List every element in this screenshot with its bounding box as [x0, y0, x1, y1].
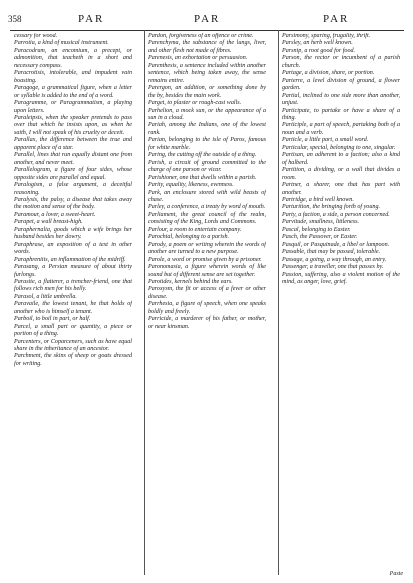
dictionary-entry: Partition, a dividing, or a wall that divides a room.: [282, 167, 400, 181]
dictionary-entry: Partial, inclined to one side more than another, unjust.: [282, 92, 400, 107]
dictionary-entry: Passion, suffering, also a violent motion of the mind, as anger, love, grief.: [282, 271, 400, 285]
dictionary-entry: Paraphernalia, goods which a wife brings her husband besides her dowry.: [14, 226, 132, 241]
dictionary-entry: Paralogism, a false argument, a deceitful reasoning.: [14, 182, 132, 196]
dictionary-entry: Paragoge, a grammatical figure, when a letter or syllable is added to the end of a word.: [14, 85, 132, 99]
dictionary-entry: Paracrotisis, intolerable, and impudent vain boasting.: [14, 70, 132, 84]
dictionary-entry: Parasol, a little umbrella.: [14, 293, 77, 300]
dictionary-entry: Parhelion, a mock sun, or the appearance of a sun in a cloud.: [148, 107, 266, 121]
dictionary-entry: Paroxysm, the fit or access of a fever or other disease.: [148, 286, 266, 300]
dictionary-entry: Park, an enclosure stored with wild beasts of chase.: [148, 189, 266, 203]
dictionary-entry: Pasch, the Passover, or Easter.: [282, 234, 358, 241]
dictionary-entry: Parenchyma, the substance of the lungs, liver, and other flesh not made of fibres.: [148, 40, 266, 54]
dictionary-entry: Paring, the cutting off the outside of a thing.: [148, 152, 257, 159]
dictionary-entry: Parergon, an addition, or something done by the by, besides the main work.: [148, 85, 266, 99]
dictionary-entry: Paronomasia, a figure wherein words of like sound but of different sense are set together.: [148, 264, 266, 278]
dictionary-entry: Parboil, to boil in part, or half.: [14, 316, 91, 323]
dictionary-entry: Parley, a conference, a treaty by word of mouth.: [148, 204, 266, 211]
dictionary-entry: Parochial, belonging to a parish.: [148, 234, 230, 241]
dictionary-entry: Paraphrase, an exposition of a text in other words.: [14, 241, 132, 256]
dictionary-entry: Parterre, a level division of ground, a flower garden.: [282, 77, 400, 92]
page-number: 358: [8, 14, 22, 24]
dictionary-entry: Pariah, among the Indians, one of the lowest rank.: [148, 122, 266, 136]
dictionary-entry: Parotides, kernels behind the ears.: [148, 278, 233, 285]
catchword: Paste: [389, 571, 403, 577]
dictionary-entry: Pascal, belonging to Easter.: [282, 226, 351, 233]
dictionary-entry: Parallelogram, a figure of four sides, whose opposite sides are parallel and equal.: [14, 167, 132, 181]
dictionary-entry: Parasang, a Persian measure of about thirty furlongs.: [14, 264, 132, 278]
dictionary-entry: cessary for wood.: [14, 33, 58, 39]
dictionary-entry: Particular, special, belonging to one, singular.: [282, 144, 396, 151]
dictionary-entry: Parrhesia, a figure of speech, when one speaks boldly and freely.: [148, 301, 266, 315]
dictionary-entry: Parvitude, smallness, littleness.: [282, 219, 360, 226]
header-rule: [10, 30, 404, 31]
dictionary-entry: Parsnip, a root good for food.: [282, 47, 356, 54]
dictionary-entry: Parasite, a flatterer, a trencher-friend, one that follows rich men for his belly.: [14, 278, 132, 293]
dictionary-entry: Parenthesis, a sentence included within another sentence, which being taken away, the sense remains entire.: [148, 62, 266, 84]
dictionary-entry: Parsimony, sparing, frugality, thrift.: [282, 33, 371, 39]
dictionary-entry: Participate, to partake or have a share of a thing.: [282, 107, 400, 121]
running-headword-left: PAR: [78, 13, 105, 25]
dictionary-entry: Parcel, a small part or quantity, a piece or portion of a thing.: [14, 323, 132, 338]
dictionary-entry: Partisan, an adherent to a faction; also a kind of halberd.: [282, 152, 400, 166]
dictionary-entry: Parian, belonging to the isle of Paros, famous for white marble.: [148, 137, 266, 151]
dictionary-entry: Parrotia, a kind of musical instrument.: [14, 40, 109, 47]
dictionary-entry: Parcenters, or Coparceners, such as have equal share in the inheritance of an ancestor.: [14, 338, 132, 353]
column-divider: [144, 30, 145, 575]
dictionary-entry: Parliament, the great council of the realm, consisting of the King, Lords and Commons.: [148, 211, 266, 226]
dictionary-entry: Parchment, the skins of sheep or goats dressed for writing.: [14, 353, 132, 367]
dictionary-entry: Parapet, a wall breast-high.: [14, 219, 83, 226]
column-right: [282, 33, 400, 573]
page-header: [8, 14, 404, 28]
dictionary-entry: Passage, a going, a way through, an entry.: [282, 256, 387, 263]
dictionary-entry: Paraleipsis, when the speaker pretends to pass over that which he insists upon, as when he saith, I will not speak of his cruelty or deceit.: [14, 114, 132, 136]
column-left: [14, 33, 132, 573]
dictionary-entry: Parturition, the bringing forth of young.: [282, 204, 381, 211]
dictionary-entry: Partage, a division, share, or portion.: [282, 70, 375, 77]
dictionary-entry: Parson, the rector or incumbent of a parish church.: [282, 55, 400, 69]
running-headword-center: PAR: [194, 13, 221, 25]
dictionary-entry: Parole, a word or promise given by a prisoner.: [148, 256, 262, 263]
dictionary-entry: Paravaile, the lowest tenant, he that holds of another who is himself a tenant.: [14, 301, 132, 315]
column-divider: [278, 30, 279, 575]
dictionary-entry: Parricide, a murderer of his father, or mother, or near kinsman.: [148, 316, 266, 330]
dictionary-entry: Pardon, forgiveness of an offence or crime.: [148, 33, 254, 39]
dictionary-entry: Parenesis, an exhortation or persuasion.: [148, 55, 248, 62]
dictionary-entry: Parget, to plaster or rough-cast walls.: [148, 100, 242, 107]
dictionary-entry: Partridge, a bird well known.: [282, 196, 354, 203]
dictionary-entry: Pasquil, or Pasquinade, a libel or lampoon.: [282, 241, 390, 248]
dictionary-entry: Parody, a poem or writing wherein the words of another are turned to a new purpose.: [148, 241, 266, 256]
dictionary-entry: Passable, that may be passed, tolerable.: [282, 249, 381, 256]
column-middle: [148, 33, 266, 573]
dictionary-entry: Parishioner, one that dwells within a parish.: [148, 174, 257, 181]
running-headword-right: PAR: [323, 13, 350, 25]
dictionary-entry: Participle, a part of speech, partaking both of a noun and a verb.: [282, 122, 400, 136]
dictionary-entry: Passenger, a traveller, one that passes by.: [282, 264, 384, 271]
dictionary-entry: Paracodrum, an encomium, a precept, or admonition, that teacheth in a short and necessary compass.: [14, 47, 132, 69]
dictionary-entry: Paramour, a lover, a sweet-heart.: [14, 211, 96, 218]
dictionary-entry: Paralysis, the palsy, a disease that takes away the motion and sense of the body.: [14, 196, 132, 211]
dictionary-entry: Paragramme, or Paragrammatism, a playing upon letters.: [14, 100, 132, 114]
dictionary-entry: Particle, a little part, a small word.: [282, 137, 369, 144]
dictionary-entry: Parlour, a room to entertain company.: [148, 226, 242, 233]
dictionary-entry: Parity, equality, likeness, evenness.: [148, 182, 234, 189]
dictionary-entry: Partner, a sharer, one that has part with another.: [282, 182, 400, 196]
dictionary-entry: Paraphrenitis, an inflammation of the midriff.: [14, 256, 126, 263]
dictionary-entry: Parsley, an herb well known.: [282, 40, 353, 47]
dictionary-entry: Parallax, the difference between the true and apparent place of a star.: [14, 137, 132, 151]
dictionary-entry: Party, a faction, a side, a person concerned.: [282, 211, 390, 218]
dictionary-entry: Parish, a circuit of ground committed to the charge of one parson or vicar.: [148, 159, 266, 174]
dictionary-entry: Parallel, lines that run equally distant one from another, and never meet.: [14, 152, 132, 166]
